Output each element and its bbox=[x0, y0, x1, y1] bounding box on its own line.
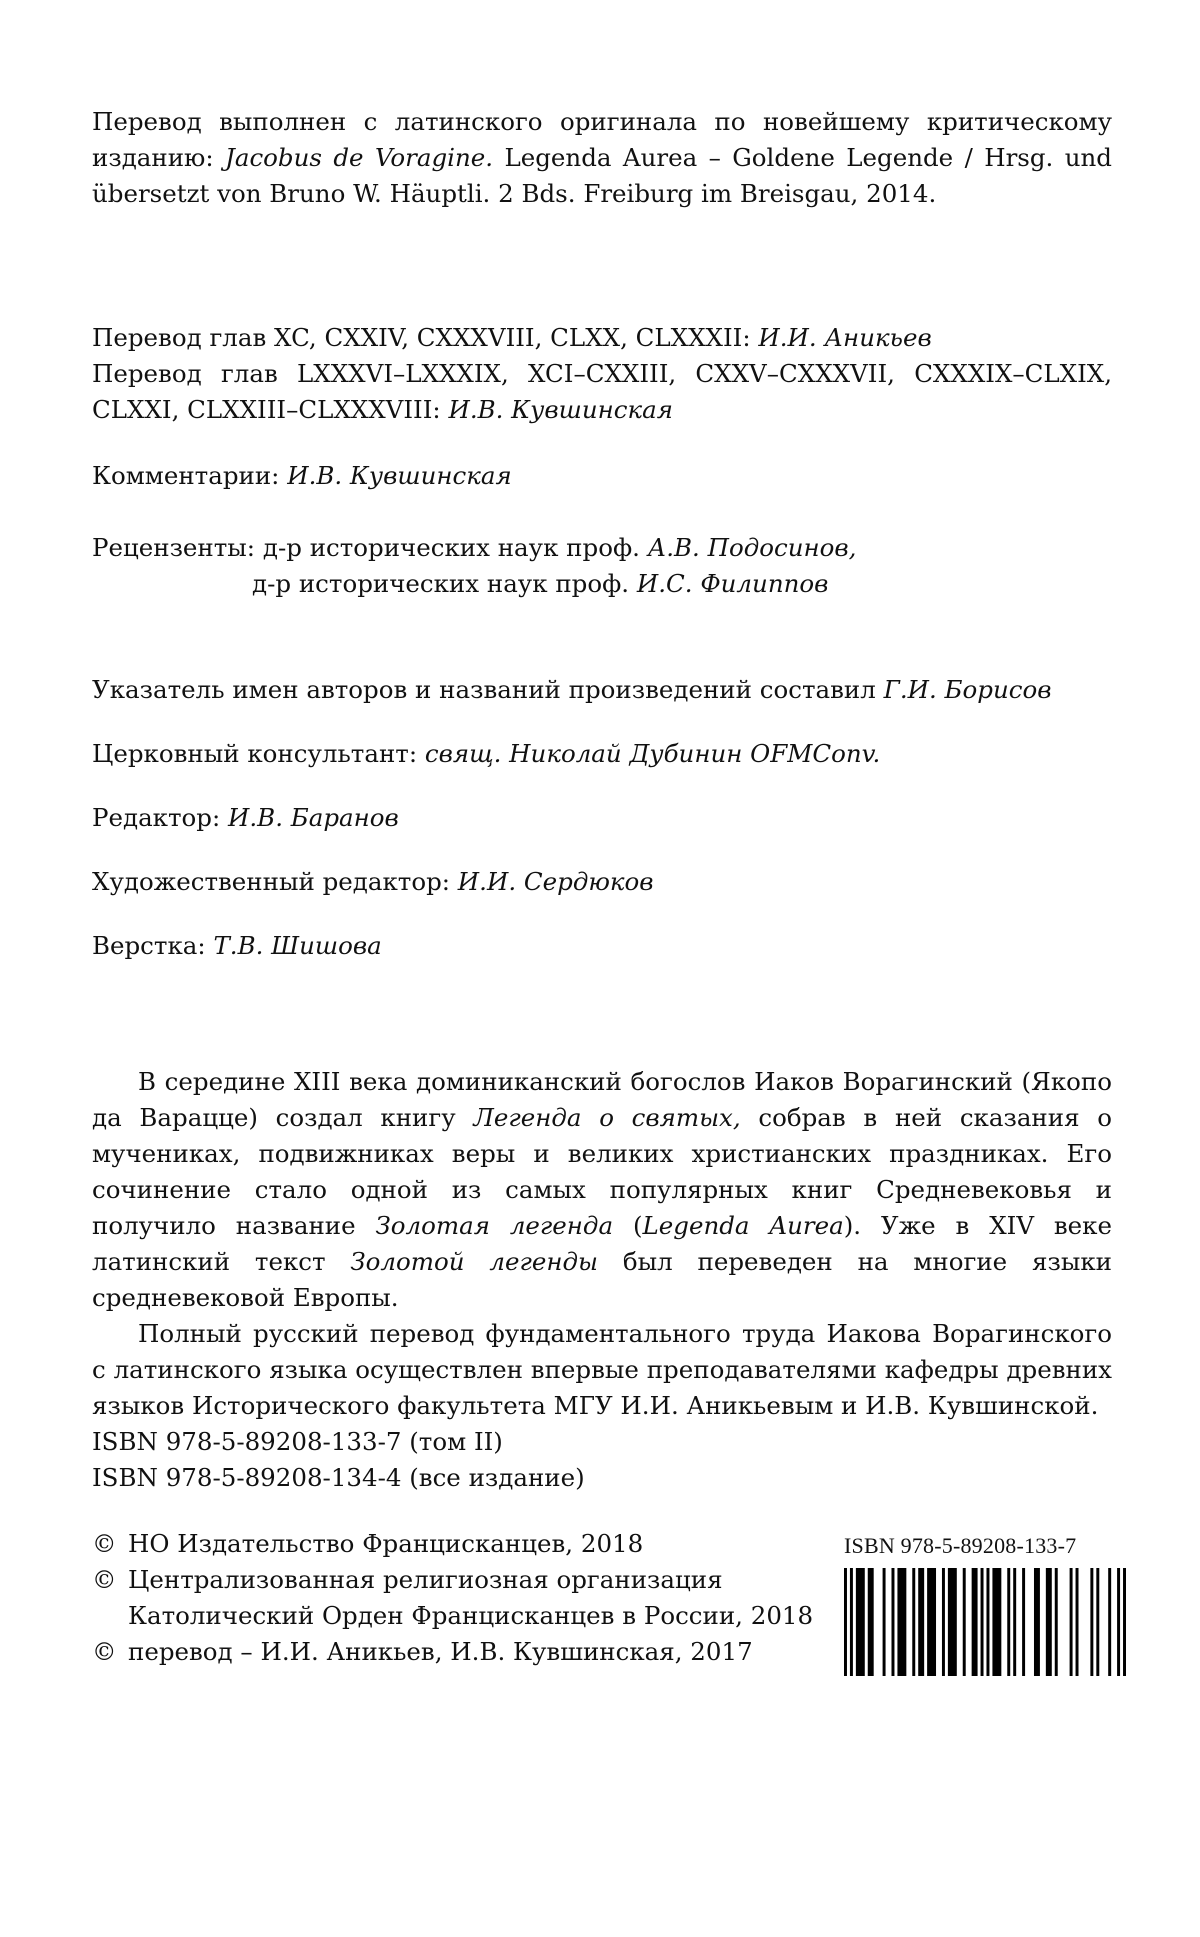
copyright-text: НО Издательство Францисканцев, 2018 bbox=[128, 1529, 644, 1558]
credit-layout bbox=[92, 928, 1112, 964]
source-note-text bbox=[92, 104, 1112, 212]
annotation-paragraph-1 bbox=[92, 1064, 1112, 1316]
comments bbox=[92, 458, 1112, 494]
isbn-block bbox=[92, 1424, 1112, 1496]
barcode-bar bbox=[918, 1568, 924, 1676]
barcode-bar bbox=[942, 1568, 945, 1676]
annotation bbox=[92, 1064, 1112, 1424]
barcode-bar bbox=[1034, 1568, 1040, 1676]
copyright-symbol: © bbox=[92, 1529, 117, 1558]
source-note-post: Legenda Aurea – Goldene Legende / Hrsg. und übersetzt von Bruno W. Häuptli. 2 Bds. Freiburg im Breisgau, 2014. bbox=[92, 143, 1112, 208]
credit-label: Редактор: bbox=[92, 803, 229, 832]
annotation-text: ( bbox=[613, 1211, 643, 1240]
copyright-line bbox=[92, 1526, 832, 1562]
annotation-title: Легенда о святых, bbox=[473, 1103, 741, 1132]
barcode-bar bbox=[992, 1568, 1001, 1676]
source-note bbox=[92, 104, 1112, 212]
barcode-bar bbox=[1108, 1568, 1111, 1676]
reviewers bbox=[92, 530, 1112, 602]
barcode-bar bbox=[1096, 1568, 1099, 1676]
translators bbox=[92, 320, 1112, 428]
barcode-bar bbox=[1070, 1568, 1073, 1676]
barcode-bar bbox=[1123, 1568, 1126, 1676]
barcode-bar bbox=[1046, 1568, 1052, 1676]
credit-label: Художественный редактор: bbox=[92, 867, 458, 896]
barcode-bar bbox=[1090, 1568, 1093, 1676]
annotation-text: В середине XIII века доминиканский богослов Иаков Ворагинский (Якопо да Варацце) создал книгу bbox=[92, 1067, 1112, 1132]
comments-label: Комментарии: bbox=[92, 461, 288, 490]
copyright-line bbox=[92, 1598, 832, 1634]
barcode-block bbox=[844, 1532, 1126, 1676]
credit-label: Церковный консультант: bbox=[92, 739, 425, 768]
barcode-bar bbox=[1055, 1568, 1058, 1676]
barcode-bar bbox=[891, 1568, 894, 1676]
barcode-bar bbox=[927, 1568, 936, 1676]
copyright-line bbox=[92, 1634, 832, 1670]
copyright-block bbox=[92, 1526, 832, 1670]
copyright-symbol: © bbox=[92, 1637, 117, 1666]
credit-name: И.В. Баранов bbox=[228, 803, 399, 832]
credit-name: Г.И. Борисов bbox=[883, 675, 1052, 704]
reviewer-title: д-р исторических наук проф. bbox=[252, 569, 637, 598]
barcode-bar bbox=[850, 1568, 853, 1676]
barcode-bar bbox=[948, 1568, 957, 1676]
credit-consultant bbox=[92, 736, 1112, 772]
barcode-bar bbox=[1022, 1568, 1025, 1676]
barcode-bar bbox=[856, 1568, 865, 1676]
annotation-text: собрав в ней сказания о мучениках, подвижниках веры и великих христианских праздниках. Его сочинение стало одной из самых популярных книг Средневековья и получило название bbox=[92, 1103, 1113, 1240]
reviewer-name: А.В. Подосинов, bbox=[647, 533, 857, 562]
barcode-bar bbox=[972, 1568, 978, 1676]
barcode-bar bbox=[981, 1568, 984, 1676]
annotation-paragraph-2: Полный русский перевод фундаментального труда Иакова Ворагинского с латинского языка осуществлен впервые преподавателями кафедры древних языков Исторического факультета МГУ И.И. Аникьевым и И.В. Кувшинской. bbox=[92, 1319, 1112, 1420]
copyright-text: перевод – И.И. Аникьев, И.В. Кувшинская, 2017 bbox=[128, 1637, 753, 1666]
annotation-text: ). Уже в XIV веке латинский текст bbox=[92, 1211, 1112, 1276]
barcode-bar bbox=[1117, 1568, 1120, 1676]
source-note-author: Jacobus de Voragine. bbox=[225, 143, 494, 172]
credit-label: Верстка: bbox=[92, 931, 214, 960]
reviewer-name: И.С. Филиппов bbox=[636, 569, 829, 598]
barcode-bar bbox=[986, 1568, 989, 1676]
barcode-isbn-label: ISBN 978-5-89208-133-7 bbox=[844, 1533, 1077, 1558]
credit-label: Указатель имен авторов и названий произведений составил bbox=[92, 675, 884, 704]
comments-name: И.В. Кувшинская bbox=[287, 461, 512, 490]
isbn-set: ISBN 978-5-89208-134-4 (все издание) bbox=[92, 1463, 585, 1492]
copyright-symbol: © bbox=[92, 1565, 117, 1594]
translator-label: Перевод глав XC, CXXIV, CXXXVIII, CLXX, CLXXXII: bbox=[92, 323, 759, 352]
annotation-title: Золотая легенда bbox=[375, 1211, 614, 1240]
credit-indexer bbox=[92, 672, 1112, 708]
annotation-title: Legenda Aurea bbox=[642, 1211, 844, 1240]
annotation-title: Золотой легенды bbox=[350, 1247, 598, 1276]
reviewers-label: Рецензенты: bbox=[92, 533, 263, 562]
barcode-bar bbox=[1007, 1568, 1010, 1676]
copyright-symbol bbox=[92, 1598, 128, 1634]
barcode-bar bbox=[963, 1568, 966, 1676]
barcode-bar bbox=[1076, 1568, 1079, 1676]
copyright-text: Католический Орден Францисканцев в России, 2018 bbox=[128, 1601, 814, 1630]
isbn-volume: ISBN 978-5-89208-133-7 (том II) bbox=[92, 1427, 503, 1456]
translator-label: Перевод глав LXXXVI–LXXXIX, XCI–CXXIII, CXXV–CXXXVII, CXXXIX–CLXIX, CLXXI, CLXXIII–CLXXXVIII: bbox=[92, 359, 1112, 424]
translator-line bbox=[92, 320, 1112, 356]
barcode-bar bbox=[897, 1568, 906, 1676]
barcode-bar bbox=[883, 1568, 886, 1676]
translator-line bbox=[92, 356, 1112, 428]
credit-name: свящ. Николай Дубинин OFMConv. bbox=[424, 739, 881, 768]
barcode-bar bbox=[912, 1568, 915, 1676]
barcode-icon bbox=[844, 1568, 1126, 1676]
barcode-bar bbox=[1013, 1568, 1016, 1676]
credit-name: И.И. Сердюков bbox=[457, 867, 654, 896]
translator-name: И.И. Аникьев bbox=[758, 323, 932, 352]
copyright-line bbox=[92, 1562, 832, 1598]
source-note-pre: Перевод выполнен с латинского оригинала по новейшему критическому изданию: bbox=[92, 107, 1112, 172]
annotation-text: был переведен на многие языки средневековой Европы. bbox=[92, 1247, 1112, 1312]
credit-art-editor bbox=[92, 864, 1112, 900]
credit-name: Т.В. Шишова bbox=[213, 931, 382, 960]
credit-editor bbox=[92, 800, 1112, 836]
reviewer-title: д-р исторических наук проф. bbox=[262, 533, 648, 562]
translator-name: И.В. Кувшинская bbox=[448, 395, 673, 424]
barcode-bar bbox=[868, 1568, 874, 1676]
barcode-bar bbox=[844, 1568, 847, 1676]
copyright-text: Централизованная религиозная организация bbox=[128, 1565, 723, 1594]
